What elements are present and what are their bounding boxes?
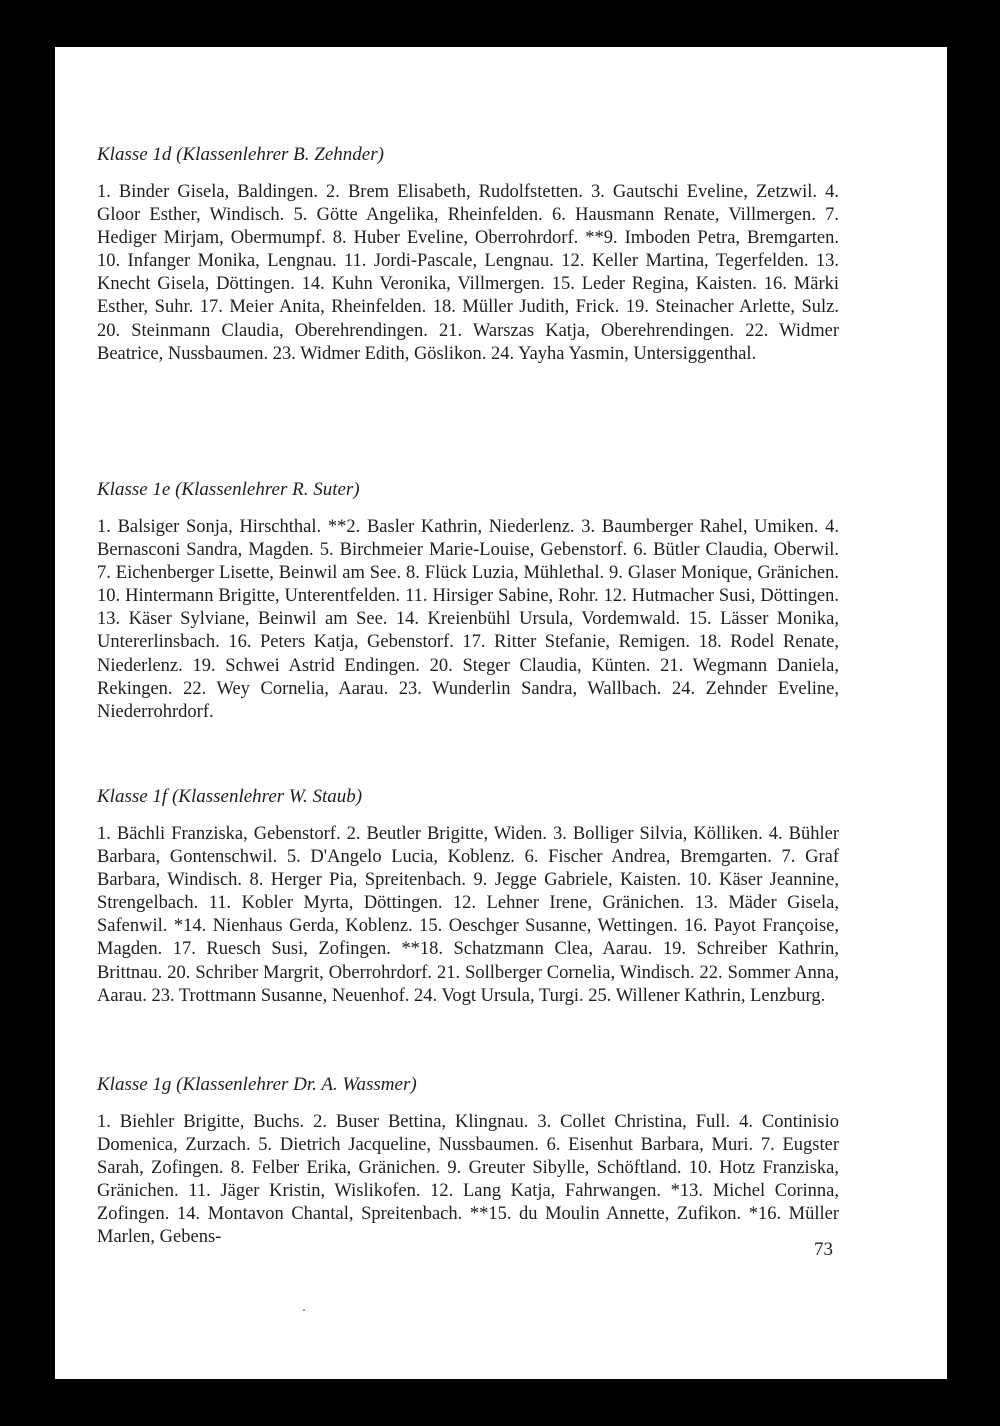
section-body: 1. Biehler Brigitte, Buchs. 2. Buser Bettina, Klingnau. 3. Collet Christina, Full. 4. Continisio Domenica, Zurzach. 5. Dietrich Jacqueline, Nussbaumen. 6. Eisenhut Barbara, Muri. 7. Eugster Sarah, Zofingen. 8. Felber Erika, Gränichen. 9. Greuter Sibylle, Schöftland. 10. Hotz Franziska, Gränichen. 11. Jäger Kristin, Wislikofen. 12. Lang Katja, Fahrwangen. *13. Michel Corinna, Zofingen. 14. Montavon Chantal, Spreitenbach. **15. du Moulin Annette, Zufikon. *16. Müller Marlen, Gebens-	[97, 1112, 839, 1248]
section-body: 1. Binder Gisela, Baldingen. 2. Brem Elisabeth, Rudolfstetten. 3. Gautschi Eveline, Zetzwil. 4. Gloor Esther, Windisch. 5. Götte Angelika, Rheinfelden. 6. Hausmann Renate, Villmergen. 7. Hediger Mirjam, Obermumpf. 8. Huber Eveline, Oberrohrdorf. **9. Imboden Petra, Bremgarten. 10. Infanger Monika, Lengnau. 11. Jordi-Pascale, Lengnau. 12. Keller Martina, Tegerfelden. 13. Knecht Gisela, Döttingen. 14. Kuhn Veronika, Villmergen. 15. Leder Regina, Kaisten. 16. Märki Esther, Suhr. 17. Meier Anita, Rheinfelden. 18. Müller Judith, Frick. 19. Steinacher Arlette, Sulz. 20. Steinmann Claudia, Oberehrendingen. 21. Warszas Katja, Oberehrendingen. 22. Widmer Beatrice, Nussbaumen. 23. Widmer Edith, Göslikon. 24. Yayha Yasmin, Untersiggenthal.	[97, 182, 839, 364]
section-heading: Klasse 1f (Klassenlehrer W. Staub)	[97, 786, 363, 807]
class-section-1f	[97, 785, 839, 1008]
section-body: 1. Balsiger Sonja, Hirschthal. **2. Basler Kathrin, Niederlenz. 3. Baumberger Rahel, Umiken. 4. Bernasconi Sandra, Magden. 5. Birchmeier Marie-Louise, Gebenstorf. 6. Bütler Claudia, Oberwil. 7. Eichenberger Lisette, Beinwil am See. 8. Flück Luzia, Mühlethal. 9. Glaser Monique, Gränichen. 10. Hintermann Brigitte, Unterentfelden. 11. Hirsiger Sabine, Rohr. 12. Hutmacher Susi, Döttingen. 13. Käser Sylviane, Beinwil am See. 14. Kreienbühl Ursula, Vordemwald. 15. Lässer Monika, Untererlinsbach. 16. Peters Katja, Gebenstorf. 17. Ritter Stefanie, Remigen. 18. Rodel Renate, Niederlenz. 19. Schwei Astrid Endingen. 20. Steger Claudia, Künten. 21. Wegmann Daniela, Rekingen. 22. Wey Cornelia, Aarau. 23. Wunderlin Sandra, Wallbach. 24. Zehnder Eveline, Niederrohrdorf.	[97, 517, 839, 722]
class-section-1e	[97, 478, 839, 724]
class-section-1g	[97, 1073, 839, 1250]
section-heading: Klasse 1g (Klassenlehrer Dr. A. Wassmer)	[97, 1074, 417, 1095]
section-body: 1. Bächli Franziska, Gebenstorf. 2. Beutler Brigitte, Widen. 3. Bolliger Silvia, Kölliken. 4. Bühler Barbara, Gontenschwil. 5. D'Angelo Lucia, Koblenz. 6. Fischer Andrea, Bremgarten. 7. Graf Barbara, Windisch. 8. Herger Pia, Spreitenbach. 9. Jegge Gabriele, Kaisten. 10. Käser Jeannine, Strengelbach. 11. Kobler Myrta, Döttingen. 12. Lehner Irene, Gränichen. 13. Mäder Gisela, Safenwil. *14. Nienhaus Gerda, Koblenz. 15. Oeschger Susanne, Wettingen. 16. Payot Françoise, Magden. 17. Ruesch Susi, Zofingen. **18. Schatzmann Clea, Aarau. 19. Schreiber Kathrin, Brittnau. 20. Schriber Margrit, Oberrohrdorf. 21. Sollberger Cornelia, Windisch. 22. Sommer Anna, Aarau. 23. Trottmann Susanne, Neuenhof. 24. Vogt Ursula, Turgi. 25. Willener Kathrin, Lenzburg.	[97, 824, 839, 1006]
scan-speck	[303, 1309, 305, 1311]
document-page	[55, 47, 947, 1379]
section-heading: Klasse 1e (Klassenlehrer R. Suter)	[97, 479, 360, 500]
class-section-1d	[97, 143, 839, 366]
section-heading: Klasse 1d (Klassenlehrer B. Zehnder)	[97, 144, 384, 165]
page-number: 73	[814, 1239, 833, 1260]
